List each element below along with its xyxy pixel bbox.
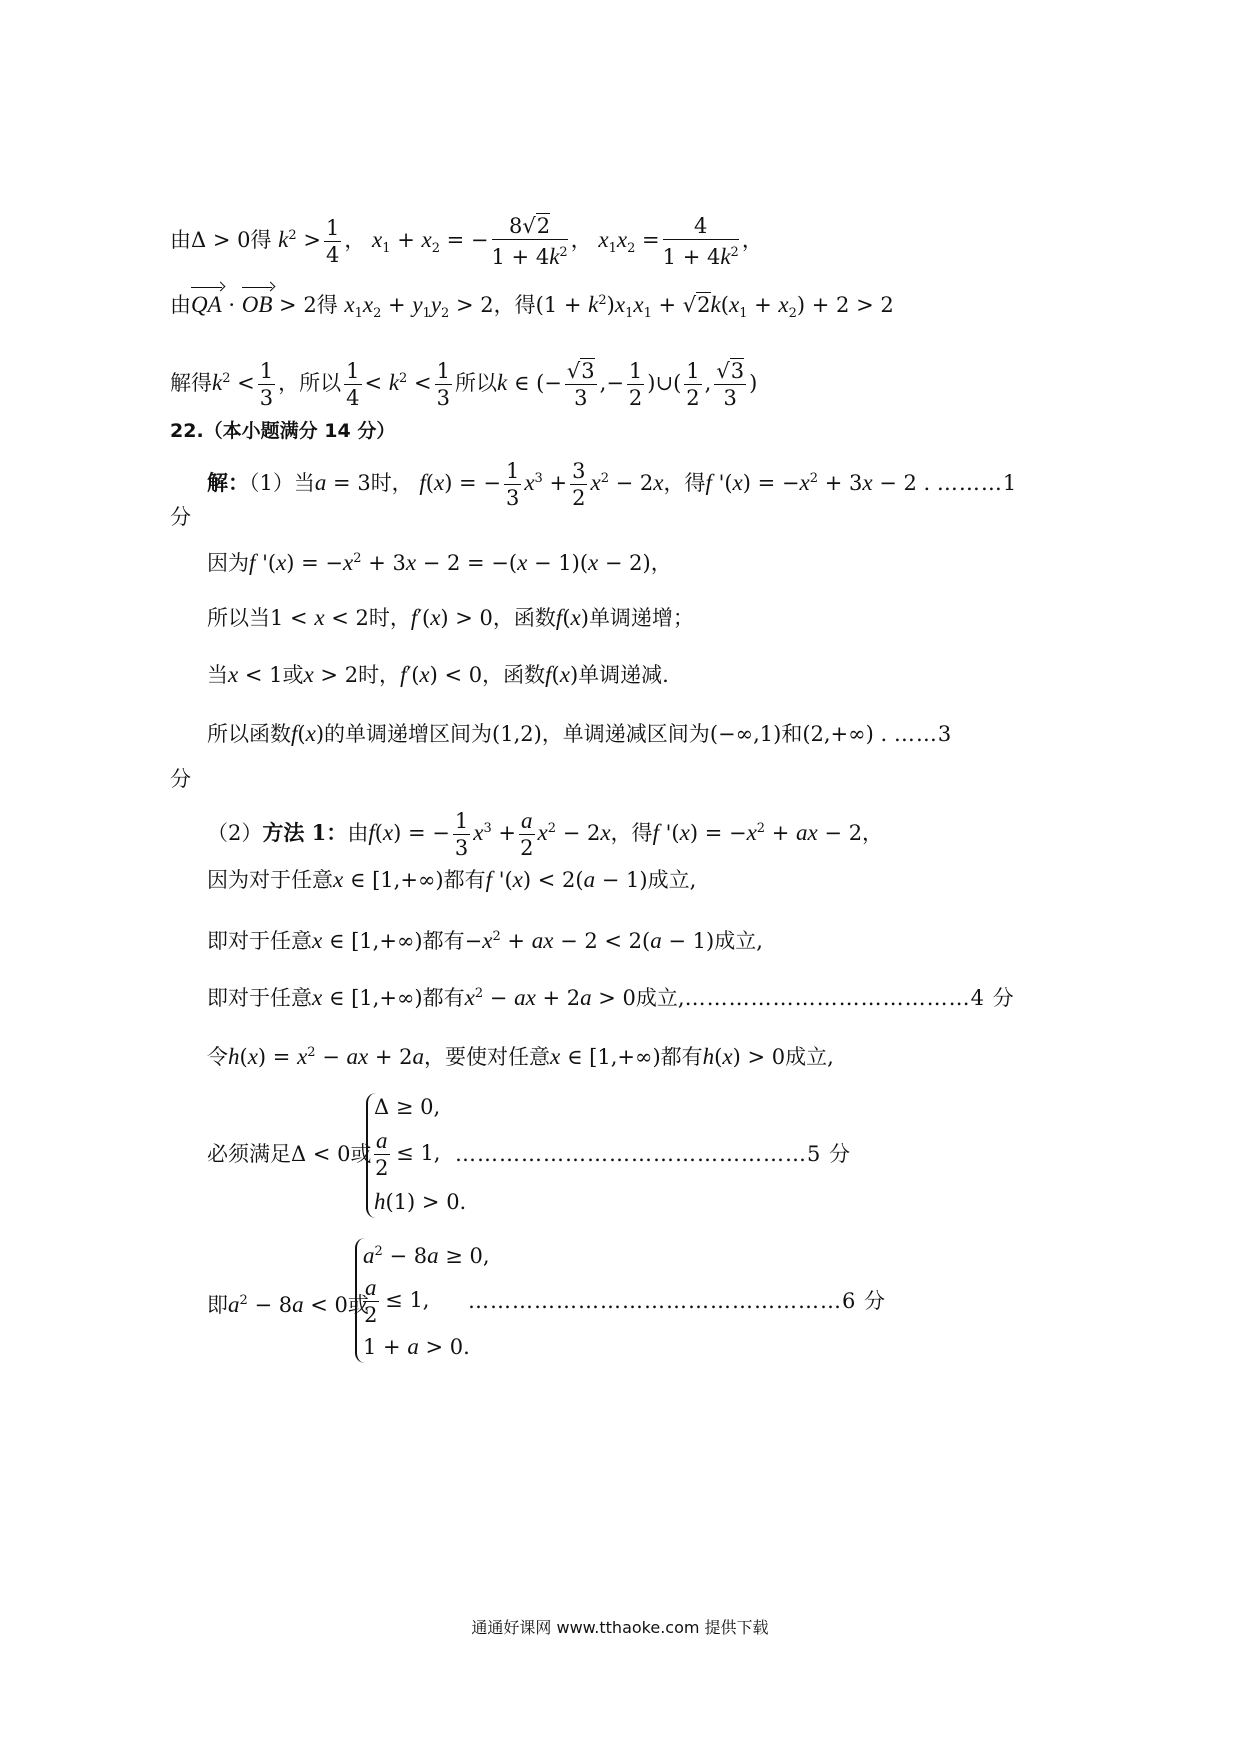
decreasing-line: 当x < 1或x > 2时，f′(x) < 0，函数f(x)单调递减.	[207, 662, 669, 687]
define-h-line: 令$h(x) = x^2$ − ax + 2a，要使对任意x ∈ [1,+∞)都有h(x) > 0成立,	[207, 1044, 834, 1069]
intervals-line: 所以函数f(x)的单调递增区间为(1,2)，单调递减区间为(−∞,1)和(2,+∞) . ……3	[207, 721, 953, 746]
fraction: $\frac{1}{4}$	[325, 216, 340, 267]
system-1-row-2: $\frac{a}{2}$ ≤ 1,	[375, 1128, 441, 1180]
line-1: 由Δ > 0得 $k^2$ > $\frac{1}{4}$ ， $x_1 + x_2$ = − $\frac{8√2}{1 + 4k^2}$ ， $x_1x_2$ = $\frac{4}{1 + 4k^2}$ ，	[170, 214, 763, 269]
score-mark: ………1	[936, 471, 1018, 495]
fraction: $\frac{1}{2}$	[628, 359, 643, 410]
system-2-row-1: $a^2 - 8a \ge 0$,	[363, 1243, 490, 1268]
score-unit: 分	[170, 767, 191, 791]
line-3: 解得$k^2$ < $\frac{1}{3}$ ，所以 $\frac{1}{4}$ < $k^2$ < $\frac{1}{3}$ 所以k ∈ (− $\frac{√3}{3}$ ,− $\frac{1}{2}$ )∪( $\frac{1}{2}$ , $\frac{√3}{3}$ )	[170, 359, 758, 410]
fraction: $\frac{1}{3}$	[436, 359, 450, 410]
score-mark: ……………………………………………6 分	[468, 1289, 887, 1313]
fraction: $\frac{1}{2}$	[686, 359, 700, 410]
fraction: $\frac{4}{1 + 4k^2}$	[662, 214, 739, 269]
method-1-line: （2）方法 1：由f(x) = − $\frac{1}{3}$ $x^3$ + $\frac{a}{2}$ $x^2 - 2x$，得f '$(x) = -x^2$ + ax − 2，	[207, 808, 884, 860]
line-2: 由QA · OB > 2得 $x_1x_2 + y_1y_2 > 2$，得$(1 + k^2)x_1x_1 + √2k(x_1 + x_2) + 2 > 2$	[170, 292, 894, 322]
fraction: $\frac{1}{3}$	[454, 809, 469, 860]
footer-credit: 通通好课网 www.tthaoke.com 提供下载	[471, 1618, 769, 1637]
fraction: $\frac{1}{4}$	[346, 359, 360, 410]
vector-ob: OB	[241, 292, 273, 317]
question-22-heading: 22.（本小题满分 14 分）	[170, 420, 396, 442]
score-mark: ……3	[893, 722, 953, 746]
fraction: $\frac{a}{2}$	[520, 808, 534, 860]
system-1-row-1: Δ ≥ 0,	[374, 1095, 441, 1119]
fraction: $\frac{√3}{3}$	[716, 359, 745, 410]
solution-1-line: 解：（1）当a = 3时， f(x) = − $\frac{1}{3}$ $x^3$ + $\frac{3}{2}$ $x^2 - 2x$，得f '$(x) = -x^2 + 3x - 2$ . ………1	[207, 459, 1018, 510]
fraction: $\frac{1}{3}$	[259, 359, 274, 410]
system-1-row-3: h(1) > 0.	[374, 1189, 467, 1214]
fraction: $\frac{a}{2}$	[375, 1128, 389, 1180]
fraction: $\frac{1}{3}$	[505, 459, 520, 510]
fraction: $\frac{3}{2}$	[572, 459, 586, 510]
condition-line-3: 即对于任意x ∈ [1,+∞)都有$x^2$ − ax + 2a > 0成立,…………………………………4 分	[207, 985, 1015, 1010]
system-2-row-3: 1 + a > 0.	[363, 1334, 470, 1359]
score-mark: …………………………………4 分	[684, 986, 1015, 1010]
score-unit: 分	[170, 505, 191, 529]
system-2-row-2: $\frac{a}{2}$ ≤ 1,	[364, 1275, 430, 1327]
system-2-lead: 即$a^2 - 8a < 0$或	[207, 1292, 369, 1317]
vector-qa: QA	[191, 292, 222, 317]
system-1-lead: 必须满足Δ < 0或	[207, 1142, 372, 1166]
increasing-line: 所以当1 < x < 2时，f′(x) > 0，函数f(x)单调递增；	[207, 605, 694, 630]
derivative-factor-line: 因为f '$(x) = -x^2 + 3x - 2 = -(x - 1)(x - 2)$，	[207, 550, 672, 575]
fraction: $\frac{√3}{3}$	[566, 359, 595, 410]
fraction: $\frac{8√2}{1 + 4k^2}$	[491, 214, 568, 269]
condition-line-2: 即对于任意x ∈ [1,+∞)都有$-x^2$ + ax − 2 < 2(a − 1)成立,	[207, 928, 763, 953]
score-mark: …………………………………………5 分	[455, 1142, 852, 1166]
condition-line-1: 因为对于任意x ∈ [1,+∞)都有f '(x) < 2(a − 1)成立,	[207, 867, 697, 892]
fraction: $\frac{a}{2}$	[364, 1275, 378, 1327]
